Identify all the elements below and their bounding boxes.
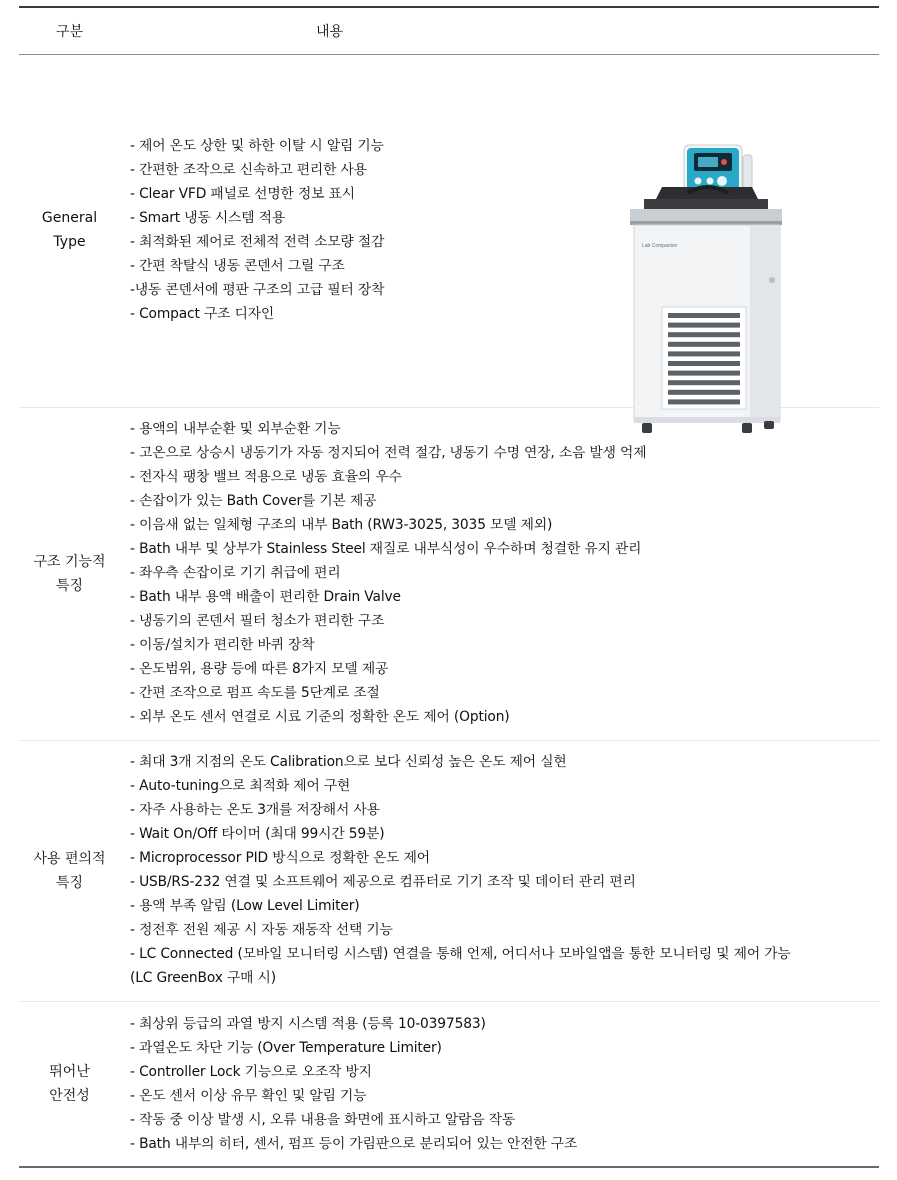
vent-slat (668, 399, 740, 404)
list-item: - 이동/설치가 편리한 바퀴 장착 (130, 637, 315, 653)
list-item: - Auto-tuning으로 최적화 제어 구현 (130, 778, 351, 794)
list-item: - 냉동기의 콘덴서 필터 청소가 편리한 구조 (130, 613, 385, 629)
list-item: - 간편 조작으로 펌프 속도를 5단계로 조절 (130, 685, 380, 701)
list-item: - Bath 내부의 히터, 센서, 펌프 등이 가림판으로 분리되어 있는 안전한 구조 (130, 1136, 578, 1152)
list-item: - Smart 냉동 시스템 적용 (130, 210, 285, 226)
category-label: General Type (41, 210, 98, 250)
list-item: - 고온으로 상승시 냉동기가 자동 정지되어 전력 절감, 냉동기 수명 연장, 소음 발생 억제 (130, 445, 647, 461)
vent-slat (668, 313, 740, 318)
list-item: - Compact 구조 디자인 (130, 306, 275, 322)
vent-slat (668, 342, 740, 347)
list-item: - LC Connected (모바일 모니터링 시스템) 연결을 통해 언제, 어디서나 모바일앱을 통한 모니터링 및 제어 가능 (130, 946, 791, 962)
spec-table (19, 6, 879, 1168)
vent-slat (668, 351, 740, 356)
list-item: - Clear VFD 패널로 선명한 정보 표시 (130, 186, 355, 202)
list-item: - 최대 3개 지점의 온도 Calibration으로 보다 신뢰성 높은 온도 제어 실현 (130, 754, 567, 770)
list-item: - 좌우측 손잡이로 기기 취급에 편리 (130, 565, 341, 581)
item-list (130, 134, 384, 326)
list-item: - 외부 온도 센서 연결로 시료 기준의 정확한 온도 제어 (Option) (130, 709, 510, 725)
list-item: - 용액의 내부순환 및 외부순환 기능 (130, 421, 341, 437)
section-structure-features (19, 408, 879, 740)
vent-slat (668, 380, 740, 385)
list-item: - 간편한 조작으로 신속하고 편리한 사용 (130, 162, 367, 178)
list-item: - 과열온도 차단 기능 (Over Temperature Limiter) (130, 1040, 442, 1056)
category-label: 사용 편의적 특징 (33, 851, 106, 891)
vent-slat (668, 390, 740, 395)
category-label: 구조 기능적 특징 (33, 554, 106, 594)
list-item: - 제어 온도 상한 및 하한 이탈 시 알림 기능 (130, 138, 384, 154)
item-list (130, 1012, 577, 1156)
section-safety (19, 1002, 879, 1166)
list-item: - 간편 착탈식 냉동 콘덴서 그릴 구조 (130, 258, 345, 274)
category-label: 뛰어난 안전성 (49, 1064, 90, 1104)
list-item: - 작동 중 이상 발생 시, 오류 내용을 화면에 표시하고 알람음 작동 (130, 1112, 516, 1128)
section-general-type (19, 55, 879, 407)
vent-slat (668, 371, 740, 376)
bottom-rule (19, 1166, 879, 1168)
list-item: - 손잡이가 있는 Bath Cover를 기본 제공 (130, 493, 377, 509)
brand-logo-text: Lab Companion (642, 243, 678, 249)
list-item: - Controller Lock 기능으로 오조작 방지 (130, 1064, 372, 1080)
list-item: - 최적화된 제어로 전체적 전력 소모량 절감 (130, 234, 385, 250)
section-usability-features (19, 741, 879, 1001)
list-item: - USB/RS-232 연결 및 소프트웨어 제공으로 컴퓨터로 기기 조작 및 데이터 관리 편리 (130, 874, 636, 890)
header-category: 구분 (56, 24, 84, 40)
list-item: - 전자식 팽창 밸브 적용으로 냉동 효율의 우수 (130, 469, 402, 485)
item-list (130, 417, 646, 729)
list-item: (LC GreenBox 구매 시) (130, 970, 276, 986)
vent-slat (668, 361, 740, 366)
list-item: - 이음새 없는 일체형 구조의 내부 Bath (RW3-3025, 3035 모델 제외) (130, 517, 553, 533)
list-item: - 정전후 전원 제공 시 자동 재동작 선택 기능 (130, 922, 393, 938)
list-item: - 용액 부족 알림 (Low Level Limiter) (130, 898, 360, 914)
list-item: - 온도 센서 이상 유무 확인 및 알림 기능 (130, 1088, 367, 1104)
list-item: - 온도범위, 용량 등에 따른 8가지 모델 제공 (130, 661, 389, 677)
vent-slat (668, 332, 740, 337)
list-item: - 최상위 등급의 과열 방지 시스템 적용 (등록 10-0397583) (130, 1016, 486, 1032)
list-item: -냉동 콘덴서에 평판 구조의 고급 필터 장착 (130, 282, 385, 298)
list-item: - Microprocessor PID 방식으로 정확한 온도 제어 (130, 850, 430, 866)
vent-slat (668, 323, 740, 328)
list-item: - Bath 내부 용액 배출이 편리한 Drain Valve (130, 589, 401, 605)
item-list (130, 750, 791, 990)
table-header (19, 8, 879, 54)
list-item: - 자주 사용하는 온도 3개를 저장해서 사용 (130, 802, 380, 818)
refrigerated-circulator-image (612, 135, 784, 437)
list-item: - Wait On/Off 타이머 (최대 99시간 59분) (130, 826, 385, 842)
header-content: 내용 (316, 24, 344, 40)
list-item: - Bath 내부 및 상부가 Stainless Steel 재질로 내부식성이 우수하며 청결한 유지 관리 (130, 541, 642, 557)
